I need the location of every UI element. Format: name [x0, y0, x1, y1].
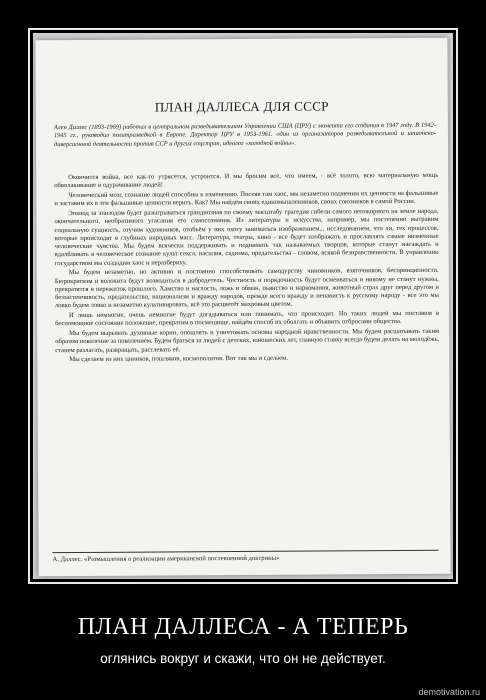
- author-note: Ален Даллес (1893-1969) работал в центральном разведывательном Управлении США (ЦРУ) с момента его создания в 1947 году. В 1942-1945 гг., руководил политразведкой в Европе. Директор ЦРУ в 1953-1961. один из организаторов разведывательной и шпионско-диверсионной деятельности против ССР и других соцстран, идеолог «холодной войны».: [53, 121, 436, 148]
- paragraph: Мы сделаем из них циников, пошляков, космополитов. Вот так мы и сделаем.: [69, 354, 288, 364]
- document-body: [54, 172, 439, 366]
- footnote: А. Даллес. «Размышления о реализации американской послевоенной доктрины»: [52, 550, 438, 563]
- poster-frame: [28, 28, 458, 584]
- paragraph: И лишь немногие, очень немногие будут догадываться или понимать, что происходит. Но таких людей мы поставим в беспомощное состояние положение, превратим в посмешище, найдём способ их оболгать и объявить отбросами общества.: [55, 309, 440, 328]
- paragraph: Окончится война, все как-то утрясется, устроится. И мы бросим все, что имеем, - всё золото, всю материальную мощь обволакивание и одурачивание людей!: [54, 171, 439, 190]
- poster-subtitle: оглянись вокруг и скажи, что он не действует.: [100, 651, 386, 666]
- paragraph: Мы будем незаметно, но активно и постоянно способствовать самодурству чиновников, взяточников, беспринципности. Бюрократизм и волокита будут возводиться в добродетель. Честность и порядочность будут осмеиваться и никому не станут нужны, превратятся в пережиток прошлого. Хамство и наглость, ложь и обман, пьянство и наркомания, животный страх друг перед другом и беззастенчивость, предательство, национализм и вражду народов, прежде всего вражду и ненависть к русскому народу - все это мы ловко будем ловко и незаметно культивировать, всё это расцветёт махровым цветом.: [54, 267, 439, 310]
- paragraph: Эпизод за эпизодом будет разыгрываться грандиозная по своему масштабу трагедия гибели самого непокорного на земле народа, окончательного, необратимого угасания его самосознания. Из литературы и искусства, например, мы постепенно вытравим социальную сущность, отучим художников, отобьём у них охоту заниматься изображением... исследованием, что ли, тех процессов, которые происходят в глубинах народных масс. Литература, театры, кино - все будет изображать и прославлять самые низменные человеческие чувства. Мы будем всячески поддерживать и поднимать так называемых творцов, которые станут насаждать и вдалбливать в человеческое сознание культ секса, насилия, садизма, предательства - словом, всякой безнравственности. В управлении государством мы создадим хаос и неразбериху.: [54, 207, 439, 267]
- document-photo: [33, 33, 453, 579]
- poster-title: ПЛАН ДАЛЛЕСА - А ТЕПЕРЬ: [77, 614, 409, 640]
- document-title: ПЛАН ДАЛЛЕСА ДЛЯ СССР: [154, 98, 329, 115]
- paragraph: Человеческий мозг, сознание людей способны к изменению. Посеяв там хаос, мы незаметно подменим их ценности на фальшивые и заставим их в эти фальшивые ценности верить. Как? Мы найдём своих единомышленников, своих союзников в самой России.: [54, 189, 439, 208]
- site-watermark: demotivation.ru: [418, 687, 480, 697]
- document-page: [35, 38, 450, 577]
- paragraph: Мы будем вырывать духовные корни, опошлять и уничтожать основы народной нравственности. Мы будем расшатывать таким образом поколение за поколением. Будем браться за людей с детских, юношеских лет, главную ставку всегда будем делать на молодёжь, станем разлагать, развращать, растлевать её.: [55, 327, 440, 354]
